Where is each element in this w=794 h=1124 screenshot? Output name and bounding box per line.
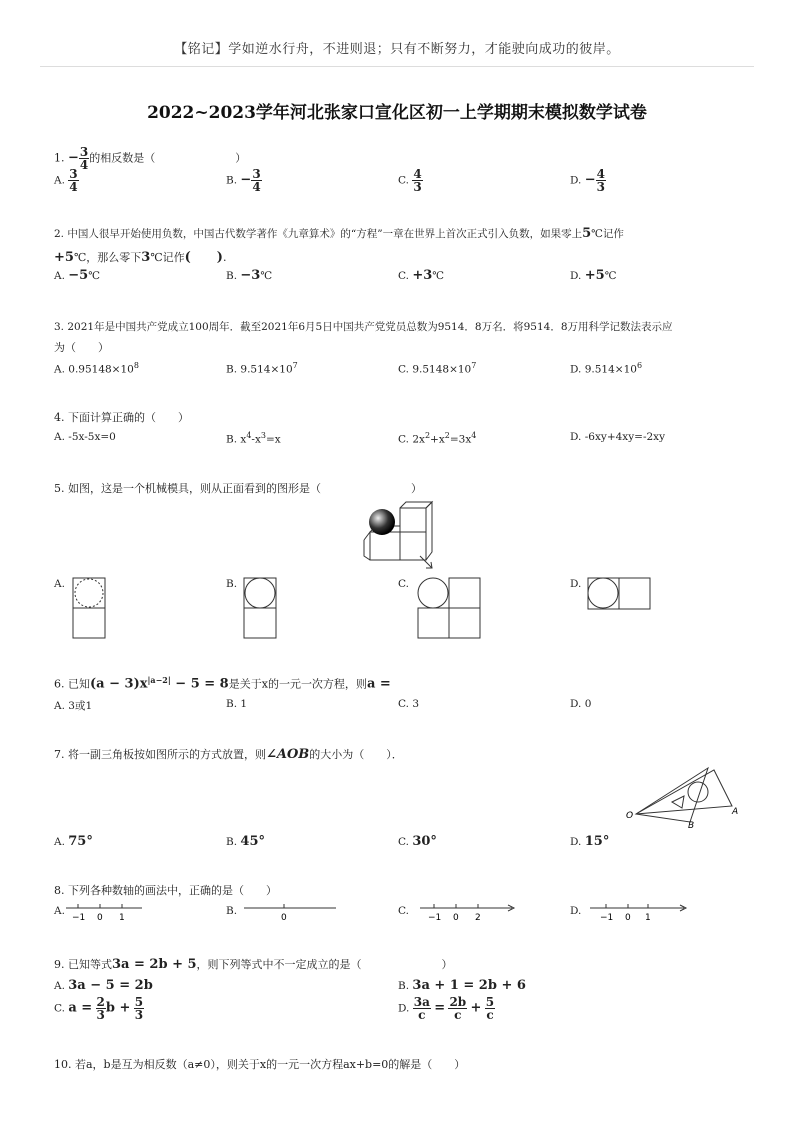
q2-option-c: C. +3℃	[398, 268, 445, 283]
q4-option-d: D. -6xy+4xy=-2xy	[570, 431, 666, 443]
q7-label-b: B	[688, 821, 695, 830]
q3-option-a: A. $0.95148\times 10^8$	[54, 361, 139, 376]
q9-option-c: C. a = $\frac{2}{3}$ b + $\frac{5}{3}$	[54, 995, 144, 1022]
q5-option-b-label: B.	[226, 578, 238, 590]
q5-option-b-figure	[243, 577, 277, 641]
q5-mold-figure	[360, 500, 440, 572]
q6-option-c: C. 3	[398, 698, 420, 710]
q1-number: 1.	[54, 151, 65, 165]
question-6: 6. 已知$(a - 3)x^{|a-2|} - 5 = 8$是关于x的一元一次方程，则a =	[54, 675, 391, 692]
q4-option-a: A. -5x-5x=0	[54, 431, 116, 443]
question-1	[54, 146, 246, 171]
q1-option-b: B. − $\frac{3}{4}$	[226, 167, 261, 194]
q1-stem: 的相反数是（	[89, 151, 156, 165]
q8-option-b-label: B.	[226, 905, 238, 917]
q8-option-a-numberline	[64, 900, 144, 926]
svg-text:0: 0	[625, 913, 631, 923]
q4-option-b: B. $x^4-x^3=x$	[226, 431, 281, 446]
q2-option-d: D. +5℃	[570, 268, 617, 283]
q9-option-b: B. 3a + 1 = 2b + 6	[398, 978, 526, 993]
q8-option-d-numberline	[586, 900, 690, 926]
q7-label-a: A	[732, 807, 739, 817]
question-7: 7. 将一副三角板按如图所示的方式放置，则∠AOB的大小为（ ）．	[54, 747, 403, 762]
q5-option-c-label: C.	[398, 578, 409, 590]
question-8: 8. 下列各种数轴的画法中，正确的是（ ）	[54, 884, 277, 897]
q2-option-a: A. −5℃	[54, 268, 100, 283]
question-5: 5. 如图，这是一个机械模具，则从正面看到的图形是（ ）	[54, 482, 422, 495]
q3-option-c: C. $9.5148\times 10^7$	[398, 361, 477, 376]
q5-option-d-figure	[587, 577, 651, 611]
q7-option-d: D. 15°	[570, 834, 610, 849]
q1-close: ）	[235, 151, 247, 165]
q9-option-a: A. 3a − 5 = 2b	[54, 978, 153, 993]
question-3-line-1: 3. 2021年是中国共产党成立100周年．截至2021年6月5日中国共产党党员总数为9514．8万名．将9514．8万用科学记数法表示应	[54, 321, 673, 333]
page-motto: 【铭记】学如逆水行舟，不进则退；只有不断努力，才能驶向成功的彼岸。	[174, 42, 620, 57]
q7-option-a: A. 75°	[54, 834, 93, 849]
q3-option-d: D. $9.514\times 10^6$	[570, 361, 643, 376]
svg-text:2: 2	[475, 913, 481, 923]
q4-option-c: C. $2x^2+x^2=3x^4$	[398, 431, 477, 446]
q5-option-c-figure	[417, 577, 481, 641]
svg-text:1: 1	[119, 913, 125, 923]
question-10: 10. 若a，b是互为相反数（a≠0），则关于x的一元一次方程ax+b=0的解是（ ）	[54, 1058, 466, 1071]
svg-text:0: 0	[453, 913, 459, 923]
svg-text:1: 1	[645, 913, 651, 923]
svg-text:−1: −1	[600, 913, 614, 923]
q8-option-c-numberline	[416, 900, 518, 926]
question-2-line-2: +5℃，那么零下3℃记作( ).	[54, 250, 227, 265]
svg-text:−1: −1	[72, 913, 86, 923]
exam-title: 2022~2023学年河北张家口宣化区初一上学期期末模拟数学试卷	[147, 103, 647, 123]
q2-option-b: B. −3℃	[226, 268, 273, 283]
q9-option-d: D. $\frac{3a}{c}$ = $\frac{2b}{c}$ + $\frac{5}{c}$	[398, 995, 495, 1022]
q1-neg-sign: −	[68, 150, 79, 166]
q1-option-c: C. $\frac{4}{3}$	[398, 167, 422, 194]
q5-option-a-figure	[72, 577, 106, 641]
q6-option-a: A. 3或1	[54, 700, 93, 712]
q1-fraction: $\frac{3}{4}$	[79, 145, 89, 172]
svg-text:0: 0	[97, 913, 103, 923]
q5-option-d-label: D.	[570, 578, 582, 590]
question-2-line-1: 2. 中国人很早开始使用负数，中国古代数学著作《九章算术》的“方程”一章在世界上首次正式引入负数，如果零上5℃记作	[54, 226, 624, 241]
question-4: 4. 下面计算正确的（ ）	[54, 411, 189, 424]
q6-option-b: B. 1	[226, 698, 248, 710]
question-3-line-2: 为（ ）	[54, 341, 109, 354]
question-9: 9. 已知等式3a = 2b + 5，则下列等式中不一定成立的是（ ）	[54, 957, 453, 972]
q8-option-a-label: A.	[54, 905, 65, 917]
header-divider	[40, 66, 754, 67]
q8-option-b-numberline	[240, 900, 340, 926]
q6-option-d: D. 0	[570, 698, 592, 710]
q1-option-a: A. $\frac{3}{4}$	[54, 167, 78, 194]
q5-option-a-label: A.	[54, 578, 65, 590]
q8-option-c-label: C.	[398, 905, 409, 917]
svg-text:−1: −1	[428, 913, 442, 923]
q7-label-o: O	[626, 811, 634, 821]
q1-option-d: D. − $\frac{4}{3}$	[570, 167, 605, 194]
q7-triangle-figure	[622, 762, 744, 830]
q7-option-b: B. 45°	[226, 834, 265, 849]
svg-text:0: 0	[281, 913, 287, 923]
q7-option-c: C. 30°	[398, 834, 437, 849]
q8-option-d-label: D.	[570, 905, 582, 917]
q3-option-b: B. $9.514\times 10^7$	[226, 361, 298, 376]
